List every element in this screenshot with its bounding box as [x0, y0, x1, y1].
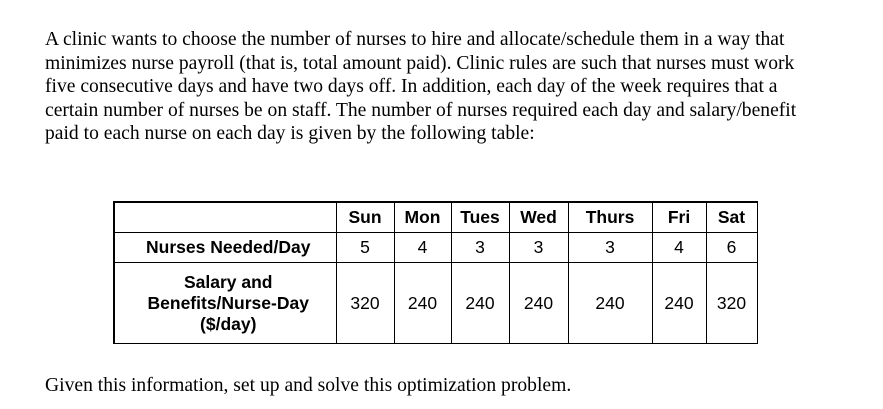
day-header-tues: Tues [451, 202, 509, 233]
table-cell: 320 [336, 263, 394, 344]
nurse-schedule-table [113, 201, 758, 344]
problem-line: five consecutive days and have two days off. In addition, each day of the week requires that a [45, 76, 778, 97]
table-header-row [114, 202, 757, 233]
table-cell: 240 [451, 263, 509, 344]
row-label-text: Benefits/Nurse-Day [147, 292, 309, 313]
table-cell: 3 [568, 233, 652, 263]
table-corner-cell [114, 202, 336, 233]
problem-line: paid to each nurse on each day is given by the following table: [45, 123, 535, 144]
problem-line: minimizes nurse payroll (that is, total amount paid). Clinic rules are such that nurses must work [45, 52, 795, 74]
table-cell: 240 [509, 263, 568, 344]
problem-line: A clinic wants to choose the number of nurses to hire and allocate/schedule them in a way that [45, 29, 785, 50]
row-label-text: Salary and [183, 271, 273, 292]
problem-statement [45, 28, 870, 146]
row-label-text: Nurses Needed/Day [146, 237, 311, 257]
table-cell: 5 [336, 233, 394, 263]
table-cell: 240 [652, 263, 706, 344]
table-cell: 320 [706, 263, 757, 344]
table-cell: 4 [394, 233, 451, 263]
problem-line: certain number of nurses be on staff. The number of nurses required each day and salary/benefit [45, 99, 797, 121]
table-cell: 240 [394, 263, 451, 344]
day-header-sun: Sun [336, 202, 394, 233]
row-label-salary [114, 263, 336, 344]
row-label-nurses-needed [114, 233, 336, 263]
table-cell: 3 [509, 233, 568, 263]
row-label-text: ($/day) [200, 313, 257, 334]
day-header-fri: Fri [652, 202, 706, 233]
day-header-thurs: Thurs [568, 202, 652, 233]
closing-instruction: Given this information, set up and solve this optimization problem. [45, 375, 572, 396]
day-header-sat: Sat [706, 202, 757, 233]
table-cell: 6 [706, 233, 757, 263]
table-cell: 3 [451, 233, 509, 263]
table-cell: 4 [652, 233, 706, 263]
table-row-salary [114, 263, 757, 344]
table-cell: 240 [568, 263, 652, 344]
table-row-nurses-needed [114, 233, 757, 263]
day-header-mon: Mon [394, 202, 451, 233]
day-header-wed: Wed [509, 202, 568, 233]
